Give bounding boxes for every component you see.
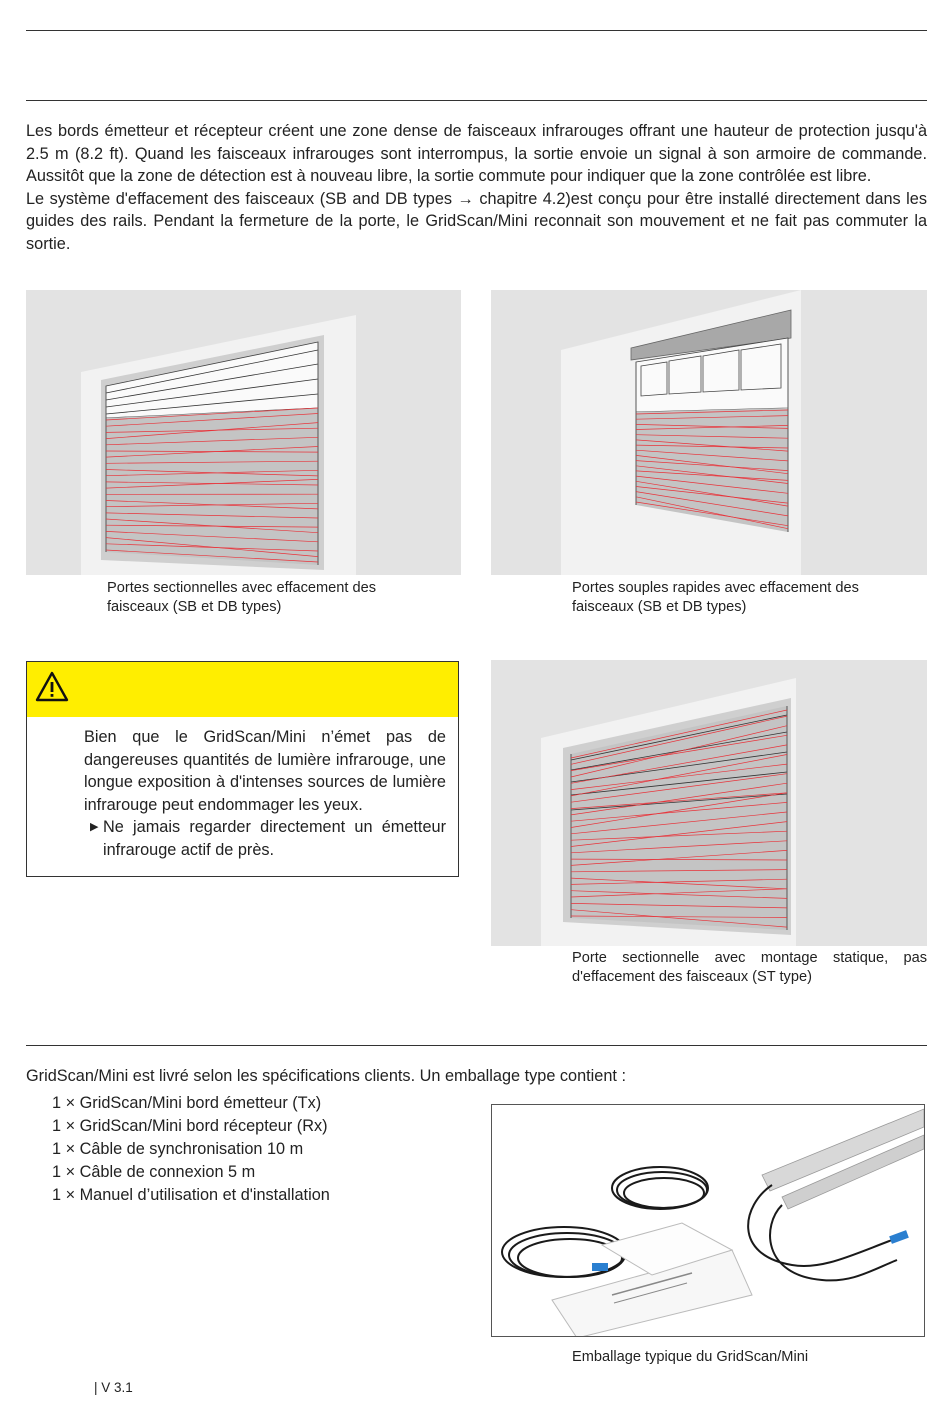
list-item: 1 × Câble de connexion 5 m	[52, 1163, 256, 1181]
list-item: 1 × GridScan/Mini bord émetteur (Tx)	[52, 1094, 322, 1112]
figure-static-door	[491, 660, 927, 946]
list-item: 1 × Manuel d’utilisation et d'installation	[52, 1186, 330, 1204]
warning-box	[26, 661, 459, 877]
caption-sectional-door: Portes sectionnelles avec effacement des faisceaux (SB et DB types)	[107, 580, 377, 616]
bullet-arrow-icon: ▶	[90, 821, 99, 834]
intro-paragraph-1: Les bords émetteur et récepteur créent une zone dense de faisceaux infrarouges offrant une hauteur de protection jusqu'à 2.5 m (8.2 ft). Quand les faisceaux infrarouges sont interrompus, la sortie envoie un signal à son armoire de commande. Aussitôt que la zone de détection est à nouveau libre, la sortie commute pour indiquer que la zone contrôlée est libre.	[26, 122, 927, 186]
warning-text: Bien que le GridScan/Mini n’émet pas de dangereuses quantités de lumière infrarouge, une longue exposition à d'intenses sources de lumière infrarouge peut endommager les yeux.	[84, 728, 446, 814]
section-rule-2	[26, 1045, 927, 1046]
warning-bullet-text: Ne jamais regarder directement un émetteur infrarouge actif de près.	[103, 818, 446, 859]
package-contents-illustration	[492, 1105, 925, 1337]
figure-sectional-door	[26, 290, 461, 575]
warning-bullet	[84, 816, 446, 861]
caption-rapid-door: Portes souples rapides avec effacement des faisceaux (SB et DB types)	[572, 580, 859, 616]
sectional-door-illustration	[26, 290, 461, 575]
static-door-illustration	[491, 660, 927, 946]
caption-static-door: Porte sectionnelle avec montage statique, pas d'effacement des faisceaux (ST type)	[572, 950, 927, 986]
list-item: 1 × Câble de synchronisation 10 m	[52, 1140, 304, 1158]
package-intro: GridScan/Mini est livré selon les spécifications clients. Un emballage type contient :	[26, 1067, 626, 1085]
top-rule	[26, 30, 927, 31]
warning-triangle-icon	[35, 671, 69, 703]
intro-paragraph-2: Le système d'effacement des faisceaux (SB and DB types → chapitre 4.2)est conçu pour être installé directement dans les guides des rails. Pendant la fermeture de la porte, le GridScan/Mini reconnait son mouvement et ne fait pas commuter la sortie.	[26, 189, 927, 253]
footer-version: | V 3.1	[94, 1380, 133, 1395]
rapid-door-illustration	[491, 290, 927, 575]
intro-text	[26, 120, 927, 256]
section-rule-1	[26, 100, 927, 101]
list-item: 1 × GridScan/Mini bord récepteur (Rx)	[52, 1117, 328, 1135]
warning-body	[84, 726, 446, 862]
warning-header	[27, 662, 458, 717]
package-photo	[491, 1104, 925, 1337]
caption-package-photo: Emballage typique du GridScan/Mini	[572, 1349, 809, 1365]
figure-rapid-door	[491, 290, 927, 575]
package-list	[52, 1092, 330, 1207]
